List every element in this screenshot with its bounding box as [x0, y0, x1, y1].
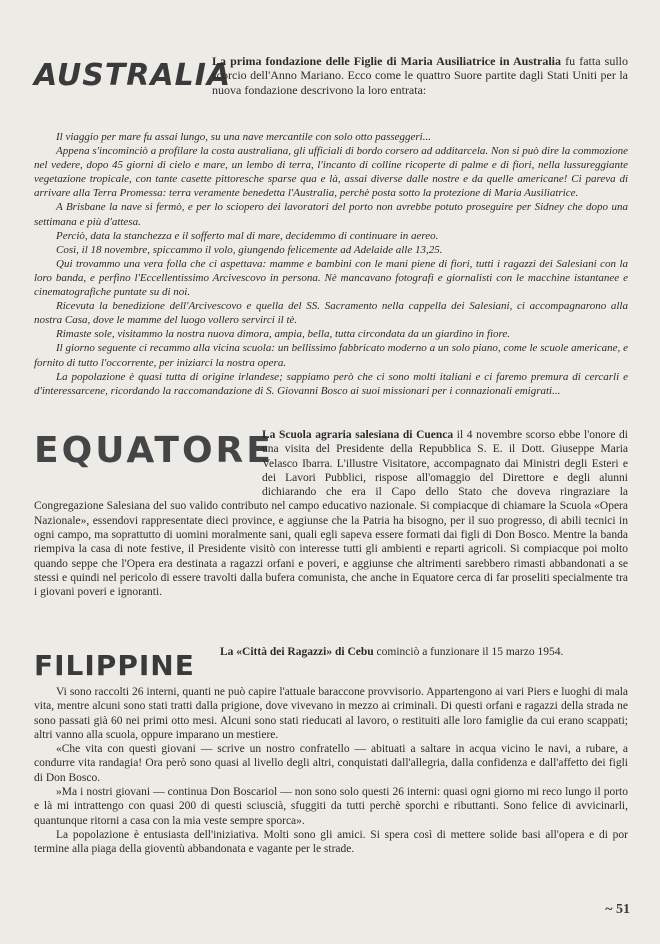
filippine-intro-bold: La «Città dei Ragazzi» di Cebu — [220, 646, 374, 658]
australia-paragraph: Il giorno seguente ci recammo alla vicina scuola: un bellissimo fabbricato moderno a un solo piano, come le scuole americane, e fornito di tutto l'occorrente, per iniziarci la nostra opera. — [34, 342, 628, 369]
australia-paragraph: Perciò, data la stanchezza e il sofferto mal di mare, decidemmo di continuare in aereo. — [56, 229, 439, 242]
equatore-logo-spacer — [34, 428, 262, 486]
australia-title-logo: AUSTRALIA — [34, 58, 232, 93]
filippine-intro — [220, 645, 628, 659]
australia-section — [34, 52, 628, 398]
australia-paragraph: Ricevuta la benedizione dell'Arcivescovo e quella del SS. Sacramento nella cappella dei Salesiani, ci accompagnarono alla nostra Casa, dove le mamme del luogo vollero servirci il tè. — [34, 300, 628, 327]
australia-intro — [212, 54, 628, 97]
filippine-paragraph: La popolazione è entusiasta dell'iniziativa. Molti sono gli amici. Si spera così di mettere solide basi all'opera e di por termine alla piaga della gioventù abbandonata e vagante per le strade. — [34, 828, 628, 856]
australia-paragraph: Il viaggio per mare fu assai lungo, su una nave mercantile con solo otto passeggeri... — [56, 131, 431, 143]
equatore-text — [34, 428, 628, 600]
filippine-intro-text: cominciò a funzionare il 15 marzo 1954. — [373, 646, 564, 658]
filippine-paragraph: »Ma i nostri giovani — continua Don Boscariol — non sono solo questi 26 interni: quasi ogni giorno mi reco lungo il porto e là mi intrattengo con quasi 200 di questi sciuscià, sfuggiti da tutti perchè sporchi e ributtanti. Sono felice di avvicinarli, quantunque ritorni a casa con la mia veste sempre sporca». — [34, 786, 628, 827]
filippine-title-logo: FILIPPINE — [34, 649, 195, 682]
australia-intro-text: fu fatta sullo scorcio dell'Anno Mariano. Ecco come le quattro Suore partite dagli Stati Uniti per la nuova fondazione descrivono la loro entrata: — [212, 54, 628, 97]
australia-paragraph: Rimaste sole, visitammo la nostra nuova dimora, ampia, bella, tutta circondata da un giardino in fiore. — [56, 328, 511, 341]
australia-paragraph: La popolazione è quasi tutta di origine irlandese; sappiamo però che ci sono molti italiani e ci faremo premura di cercarli e d'interessarcene, ricordando la raccomandazione di S. Giovanni Bosco ai suoi missionari per i connazionali emigrati... — [34, 370, 628, 397]
australia-intro-bold: La prima fondazione delle Figlie di Maria Ausiliatrice in Australia — [212, 54, 561, 68]
filippine-paragraph: «Che vita con questi giovani — scrive un nostro confratello — abituati a saltare in acqua vicino le navi, a rubare, a condurre vita randagia! Ora però sono quasi al livello degli altri, conquistati dall'allegria, dalla confidenza e dall'affetto dei figli di Don Bosco. — [34, 743, 628, 784]
equatore-title-logo: EQUATORE — [34, 430, 274, 471]
australia-paragraph: A Brisbane la nave si fermò, e per lo sciopero dei lavoratori del porto non avrebbe potuto proseguire per Sidney che dopo una settimana e più d'attesa. — [34, 201, 628, 228]
equatore-section — [34, 428, 628, 600]
australia-paragraph: Così, il 18 novembre, spiccammo il volo, giungendo felicemente ad Adelaide alle 13,25. — [56, 243, 443, 256]
australia-paragraph: Qui trovammo una vera folla che ci aspettava: mamme e bambini con le mani piene di fiori, tutti i ragazzi dei Salesiani con la loro banda, e perfino l'Eccellentissimo Arcivescovo in persona. Nè mancavano fotografi e giornalisti con le macchine istantanee e cinematografiche puntate su di noi. — [34, 257, 628, 299]
filippine-body — [34, 742, 628, 856]
page-number: ~ 51 — [605, 902, 630, 917]
australia-body — [34, 130, 628, 398]
filippine-intro-2: Vi sono raccolti 26 interni, quanti ne può capire l'attuale baraccone provvisorio. Appartengono ai vari Piers e luoghi di mala vita, mentre alcuni sono stati tratti dalla prigione, dove vivevano in mezzo ai criminali. Di questi orfani e ragazzi della strada ne sono passati già 60 nei primi otto mesi. Alcuni sono stati rieducati al lavoro, o restituiti alle loro famiglie da cui erano scappati; altri vanno alla scuola, oppure imparano un mestiere. — [34, 686, 628, 741]
equatore-intro-bold: La Scuola agraria salesiana di Cuenca — [262, 429, 454, 441]
australia-paragraph: Appena s'incominciò a profilare la costa australiana, gli ufficiali di bordo corsero ad additarcela. Non si può dire la commozione nel vedere, dopo 45 giorni di cielo e mare, un lembo di terra, l'incanto di colline ricoperte di palme e di fiori, nella lussureggiante vegetazione tropicale, con tante casette pittoresche sparse qua e là, assai diverse dalle nostre e da quelle americane! Ci pareva di arrivare alla Terra Promessa: terra veramente benedetta l'Australia, perchè posta sotto la protezione di Maria Ausiliatrice. — [34, 145, 628, 200]
equatore-intro-text: il 4 novembre scorso ebbe l'onore di una visita del Presidente della Repubblica S. E. il Dott. Giuseppe Maria Velasco Ibarra. L'illustre Visitatore, accompagnato dai Ministri degli Esteri e dei Lavori Pubblici, rispose all'omaggio del Direttore e degli alunni dichiarando che era il Capo dello Stato che doveva ringraziare la Congregazione Salesiana del suo valido contributo nel campo educativo nazionale. Si compiacque di chiamare la Scuola «Opera Nazionale», essendovi rappresentate dieci province, e aggiunse che la Patria ha bisogno, per il suo progresso, di abili tecnici in ogni campo, ma soprattutto di uomini moralmente sani, quali egli sapeva essere formati dai figli di Don Bosco. Mentre la banda riempiva la casa di note festive, il Presidente visitò con interesse tutti gli ambienti e reparti agricoli. Si compiacque poi molto quando seppe che l'Opera era destinata a ragazzi orfani e poveri, e aggiunse che altrimenti sarebbero rimasti abbandonati a se stessi e quindi nel pericolo di essere travolti dalla bufera comunista, che anche in Equatore cerca di far proseliti specialmente tra i giovani poveri e ignoranti. — [34, 429, 628, 599]
filippine-section — [34, 645, 628, 857]
